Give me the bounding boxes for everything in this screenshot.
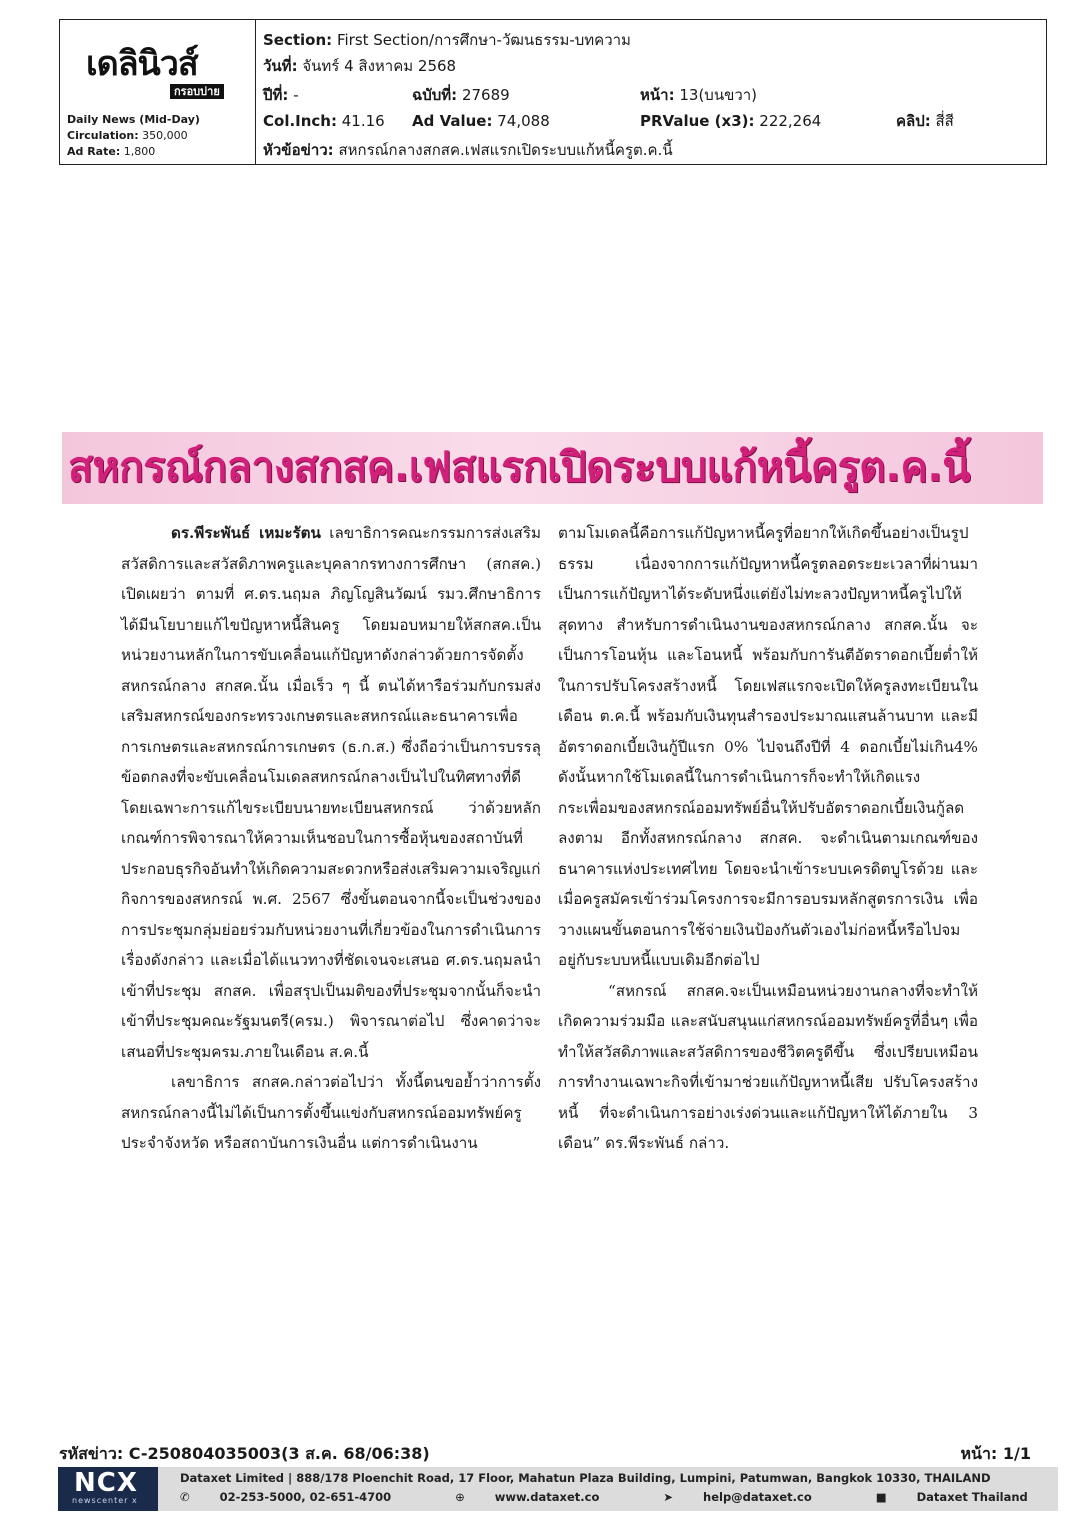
- colinch-value: 41.16: [341, 112, 385, 130]
- article-author: ดร.พีระพันธ์ เหมะรัตน: [171, 524, 321, 542]
- prvalue-label: PRValue (x3):: [640, 112, 755, 130]
- headline-label: หัวข้อข่าว:: [263, 141, 334, 159]
- article-text: เลขาธิการคณะกรรมการส่งเสริมสวัสดิการและสวัสดิภาพครูและบุคลากรทางการศึกษา (สกสค.) เปิดเผยว่า ตามที่ ศ.ดร.นฤมล ภิญโญสินวัฒน์ รมว.ศึกษาธิการ ได้มีนโยบายแก้ไขปัญหาหนี้สินครู โดยมอบหมายให้สกสค.เป็นหน่วยงานหลักในการขับเคลื่อนแก้ปัญหาดังกล่าวด้วยการจัดตั้งสหกรณ์กลาง สกสค.นั้น เมื่อเร็ว ๆ นี้ ตนได้หารือร่วมกับกรมส่งเสริมสหกรณ์ของกระทรวงเกษตรและสหกรณ์และธนาคารเพื่อการเกษตรและสหกรณ์การเกษตร (ธ.ก.ส.) ซึ่งถือว่าเป็นการบรรลุข้อตกลงที่จะขับเคลื่อนโมเดลสหกรณ์กลางเป็นไปในทิศทางที่ดี โดยเฉพาะการแก้ไขระเบียบนายทะเบียนสหกรณ์ ว่าด้วยหลักเกณฑ์การพิจารณาให้ความเห็นชอบในการซื้อหุ้นของสถาบันที่ประกอบธุรกิจอันทำให้เกิดความสะดวกหรือส่งเสริมความเจริญแก่กิจการของสหกรณ์ พ.ศ. 2567 ซึ่งขั้นตอนจากนี้จะเป็นช่วงของการประชุมกลุ่มย่อยร่วมกับหน่วยงานที่เกี่ยวข้องในการดำเนินการเรื่องดังกล่าว และเมื่อได้แนวทางที่ชัดเจนจะเสนอ ศ.ดร.นฤมลนำเข้าที่ประชุม สกสค. เพื่อสรุปเป็นมติของที่ประชุมจากนั้นก็จะนำเข้าที่ประชุมคณะรัฐมนตรี(ครม.) พิจารณาต่อไป ซึ่งคาดว่าจะเสนอที่ประชุมครม.ภายในเดือน ส.ค.นี้: [121, 524, 541, 1061]
- news-code: รหัสข่าว: C-250804035003(3 ส.ค. 68/06:38): [59, 1444, 430, 1463]
- prvalue-row: [640, 111, 821, 131]
- ad-rate-value: 1,800: [123, 145, 156, 158]
- article-headline-banner: [62, 432, 1043, 504]
- article-paragraph: เลขาธิการ สกสค.กล่าวต่อไปว่า ทั้งนี้ตนขอย้ำว่าการตั้งสหกรณ์กลางนี้ไม่ได้เป็นการตั้งขึ้นแข่งกับสหกรณ์ออมทรัพย์ครูประจำจังหวัด หรือสถาบันการเงินอื่น แต่การดำเนินงาน: [121, 1073, 541, 1152]
- year-row: [263, 85, 299, 105]
- section-value: First Section/การศึกษา-วัฒนธรรม-บทความ: [336, 31, 631, 49]
- edition-tag: กรอบบ่าย: [170, 84, 224, 99]
- article-paragraph: “สหกรณ์ สกสค.จะเป็นเหมือนหน่วยงานกลางที่จะทำให้เกิดความร่วมมือ และสนับสนุนแก่สหกรณ์ออมทรัพย์ครูที่อื่นๆ เพื่อทำให้สวัสดิภาพและสวัสดิการของชีวิตครูดีขึ้น ซึ่งเปรียบเหมือนการทำงานเฉพาะกิจที่เข้ามาช่วยแก้ปัญหาหนี้เสีย ปรับโครงสร้างหนี้ ที่จะดำเนินการอย่างเร่งด่วนและแก้ปัญหาให้ได้ภายใน 3 เดือน” ดร.พีระพันธ์ กล่าว.: [558, 981, 978, 1152]
- circulation-value: 350,000: [142, 129, 188, 142]
- page-label: หน้า:: [640, 86, 675, 104]
- publication-name: Daily News (Mid-Day): [67, 113, 200, 126]
- ncx-subtitle: newscenter x: [72, 1496, 138, 1505]
- send-icon: ➤: [663, 1490, 674, 1504]
- publication-meta: [67, 112, 200, 160]
- advalue-label: Ad Value:: [412, 112, 493, 130]
- colinch-label: Col.Inch:: [263, 112, 337, 130]
- article-column-right: [558, 518, 978, 1159]
- facebook-icon: ■: [875, 1490, 887, 1504]
- page-count: หน้า: 1/1: [960, 1444, 1031, 1463]
- advalue-value: 74,088: [497, 112, 550, 130]
- issue-label: ฉบับที่:: [412, 86, 458, 104]
- prvalue-value: 222,264: [759, 112, 822, 130]
- clip-value: สี่สี: [935, 112, 954, 130]
- article-headline: สหกรณ์กลางสกสค.เฟสแรกเปิดระบบแก้หนี้ครูต.ค.นี้: [68, 443, 970, 491]
- article-column-left: [121, 518, 541, 1159]
- year-value: -: [293, 86, 299, 104]
- clipping-header: [59, 19, 1047, 165]
- clip-row: [896, 111, 954, 131]
- company-address: Dataxet Limited | 888/178 Ploenchit Road, 17 Floor, Mahatun Plaza Building, Lumpini, Patumwan, Bangkok 10330, THAILAND: [180, 1471, 991, 1485]
- clipping-details: [256, 20, 1046, 164]
- email-link[interactable]: help@dataxet.co: [703, 1490, 812, 1504]
- section-label: Section:: [263, 31, 333, 49]
- date-label: วันที่:: [263, 57, 298, 75]
- phone-icon: ✆: [180, 1490, 190, 1504]
- contact-line: [180, 1490, 1075, 1504]
- footer-bar: [58, 1467, 1058, 1511]
- date-value: จันทร์ 4 สิงหาคม 2568: [302, 57, 457, 75]
- article-paragraph: ตามโมเดลนี้คือการแก้ปัญหาหนี้ครูที่อยากให้เกิดขึ้นอย่างเป็นรูปธรรม เนื่องจากการแก้ปัญหาหนี้ครูตลอดระยะเวลาที่ผ่านมาเป็นการแก้ปัญหาได้ระดับหนึ่งแต่ยังไม่ทะลวงปัญหาหนี้ครูไปให้สุดทาง สำหรับการดำเนินงานของสหกรณ์กลาง สกสค.นั้น จะเป็นการโอนหุ้น และโอนหนี้ พร้อมกับการันตีอัตราดอกเบี้ยต่ำให้ในการปรับโครงสร้างหนี้ โดยเฟสแรกจะเปิดให้ครูลงทะเบียนในเดือน ต.ค.นี้ พร้อมกับเงินทุนสำรองประมาณแสนล้านบาท และมีอัตราดอกเบี้ยเงินกู้ปีแรก 0% ไปจนถึงปีที่ 4 ดอกเบี้ยไม่เกิน4% ดังนั้นหากใช้โมเดลนี้ในการดำเนินการก็จะทำให้เกิดแรงกระเพื่อมของสหกรณ์ออมทรัพย์อื่นให้ปรับอัตราดอกเบี้ยเงินกู้ลดลงตาม อีกทั้งสหกรณ์กลาง สกสค. จะดำเนินตามเกณฑ์ของธนาคารแห่งประเทศไทย โดยจะนำเข้าระบบเครดิตบูโรด้วย และเมื่อครูสมัครเข้าร่วมโครงการจะมีการอบรมหลักสูตรการเงิน เพื่อวางแผนขั้นตอนการใช้จ่ายเงินป้องกันตัวเองไม่ก่อหนี้หรือไปจมอยู่กับระบบหนี้แบบเดิมอีกต่อไป: [558, 524, 978, 969]
- ncx-logo: NCX: [74, 1468, 138, 1498]
- headline-row: [263, 140, 673, 160]
- advalue-row: [412, 111, 550, 131]
- year-label: ปีที่:: [263, 86, 289, 104]
- ad-rate-label: Ad Rate:: [67, 145, 121, 158]
- article-paragraph: [121, 518, 541, 1067]
- globe-icon: ⊕: [455, 1490, 465, 1504]
- section-row: [263, 30, 631, 50]
- page-row: [640, 85, 757, 105]
- publication-panel: [60, 20, 256, 164]
- website-link[interactable]: www.dataxet.co: [494, 1490, 600, 1504]
- clip-label: คลิป:: [896, 112, 931, 130]
- page-value: 13(บนขวา): [679, 86, 758, 104]
- issue-value: 27689: [461, 86, 510, 104]
- issue-row: [412, 85, 510, 105]
- newspaper-logo: เดลินิวส์: [86, 44, 198, 84]
- date-row: [263, 56, 456, 76]
- phone-number: 02-253-5000, 02-651-4700: [219, 1490, 392, 1504]
- circulation-label: Circulation:: [67, 129, 139, 142]
- headline-value: สหกรณ์กลางสกสค.เฟสแรกเปิดระบบแก้หนี้ครูต.ค.นี้: [338, 141, 673, 159]
- ncx-logo-box: [58, 1467, 158, 1511]
- facebook-link[interactable]: Dataxet Thailand: [916, 1490, 1028, 1504]
- colinch-row: [263, 111, 385, 131]
